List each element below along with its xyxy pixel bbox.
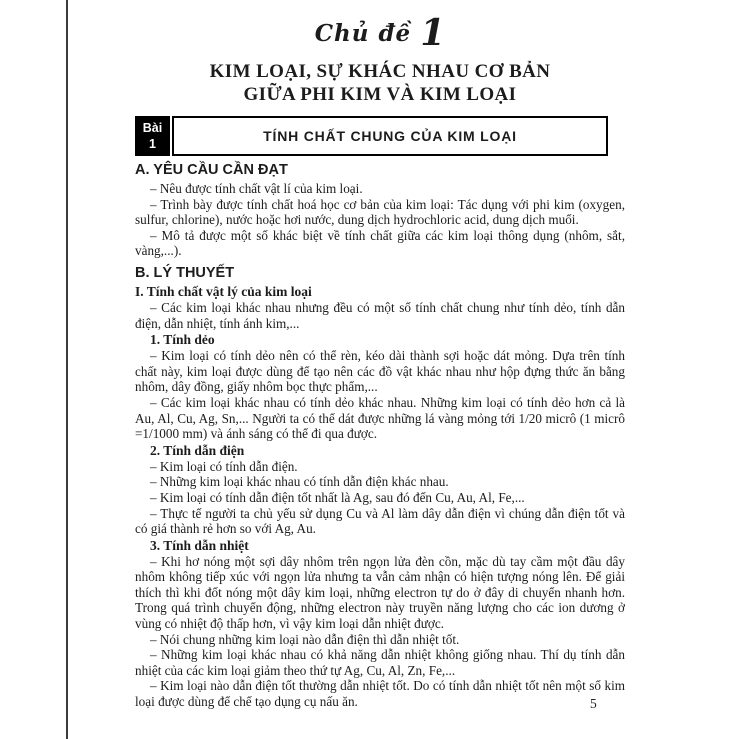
paragraph: – Các kim loại khác nhau có tính dẻo khác nhau. Những kim loại có tính dẻo hơn cả là Au, Al, Cu, Ag, Sn,... Người ta có thể dát được những lá vàng mỏng tới 1/20 micrô (1 micrô =1/1000 mm) và ánh sáng có thể đi qua được.	[135, 394, 625, 442]
paragraph: – Kim loại có tính dẻo nên có thể rèn, kéo dài thành sợi hoặc dát mỏng. Dựa trên tính chất này, kim loại được dùng để tạo nên các đồ vật khác nhau như hộp đựng thức ăn bằng nhôm, dây đồng, giấy nhôm bọc thực phẩm,...	[135, 348, 625, 395]
lesson-number-badge	[135, 116, 170, 156]
scan-page-edge-line	[66, 0, 68, 739]
paragraph: – Kim loại có tính dẫn điện.	[150, 458, 298, 474]
paragraph: – Kim loại có tính dẫn điện tốt nhất là Ag, sau đó đến Cu, Au, Al, Fe,...	[150, 489, 525, 505]
paragraph: – Những kim loại khác nhau có tính dẫn điện khác nhau.	[150, 474, 449, 490]
lesson-header-bar	[135, 116, 608, 156]
topic-title-line2: GIỮA PHI KIM VÀ KIM LOẠI	[243, 84, 517, 105]
topic-number: 1	[420, 12, 446, 54]
page-content	[135, 10, 625, 710]
subsection-heading-i: I. Tính chất vật lý của kim loại	[135, 283, 312, 299]
paragraph: – Thực tế người ta chủ yếu sử dụng Cu và Al làm dây dẫn điện vì chúng dẫn điện tốt và có giá thành rẻ hơn so với Ag, Au.	[135, 505, 625, 537]
lesson-number: 1	[149, 137, 156, 151]
numbered-heading-3: 3. Tính dẫn nhiệt	[150, 537, 249, 553]
topic-heading	[135, 12, 625, 54]
topic-title-line1: KIM LOẠI, SỰ KHÁC NHAU CƠ BẢN	[209, 61, 551, 82]
numbered-heading-1: 1. Tính dẻo	[150, 332, 215, 348]
paragraph: – Mô tả được một số khác biệt về tính chất giữa các kim loại thông dụng (nhôm, sắt, vàng,...).	[135, 227, 625, 259]
paragraph: – Những kim loại khác nhau có khả năng dẫn nhiệt không giống nhau. Thí dụ tính dẫn nhiệt của các kim loại giảm theo thứ tự Ag, Cu, Al, Zn, Fe,...	[135, 647, 625, 678]
section-heading-b: B. LÝ THUYẾT	[135, 264, 235, 281]
lesson-label: Bài	[142, 120, 163, 135]
section-heading-a: A. YÊU CẦU CẦN ĐẠT	[135, 162, 288, 178]
lesson-title: TÍNH CHẤT CHUNG CỦA KIM LOẠI	[263, 128, 517, 144]
paragraph: – Nêu được tính chất vật lí của kim loại.	[150, 181, 363, 196]
numbered-heading-2: 2. Tính dẫn điện	[150, 442, 245, 458]
page-number: 5	[590, 696, 597, 711]
paragraph: – Các kim loại khác nhau nhưng đều có một số tính chất chung như tính dẻo, tính dẫn điện, dẫn nhiệt, tính ánh kim,...	[135, 299, 625, 331]
paragraph: – Khi hơ nóng một sợi dây nhôm trên ngọn lửa đèn cồn, mặc dù tay cầm một đầu dây nhôm không tiếp xúc với ngọn lửa nhưng ta vẫn cảm nhận có hiện tượng nóng lên. Để giải thích thì khi đốt nóng một dây kim loại, những electron tự do ở đây di chuyển nhanh hơn. Trong quá trình chuyển động, những electron này truyền năng lượng cho các ion dương ở vùng có nhiệt độ thấp hơn, vì vậy kim loại dẫn nhiệt được.	[135, 553, 625, 632]
paragraph: – Nói chung những kim loại nào dẫn điện thì dẫn nhiệt tốt.	[150, 631, 460, 647]
topic-label: Chủ đề	[314, 20, 412, 47]
topic-title	[135, 60, 625, 106]
lesson-title-box	[172, 116, 608, 156]
paragraph: – Kim loại nào dẫn điện tốt thường dẫn nhiệt tốt. Do có tính dẫn nhiệt tốt nên một số kim loại được dùng để chế tạo dụng cụ nấu ăn.	[135, 678, 625, 710]
paragraph: – Trình bày được tính chất hoá học cơ bản của kim loại: Tác dụng với phi kim (oxygen, sulfur, chlorine), nước hoặc hơi nước, dung dịch hydrochloric acid, dung dịch muối.	[135, 196, 625, 228]
